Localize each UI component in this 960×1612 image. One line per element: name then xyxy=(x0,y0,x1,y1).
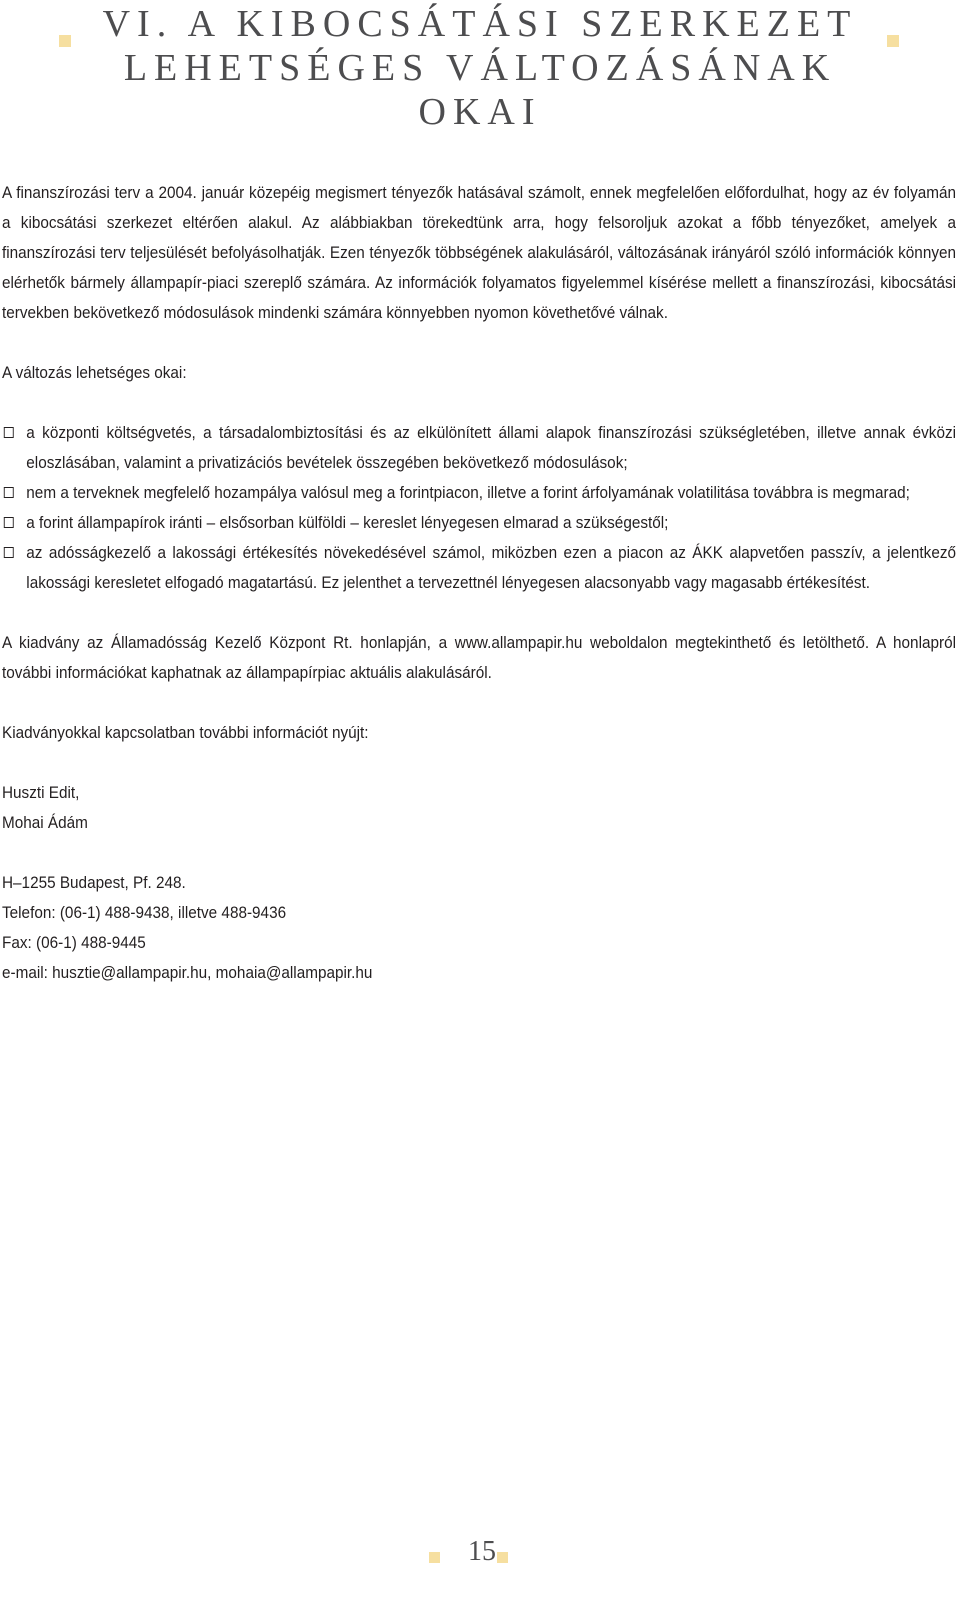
decorative-square-footer-left xyxy=(429,1552,440,1563)
chapter-title-line-2: LEHETSÉGES VÁLTOZÁSÁNAK OKAI xyxy=(123,47,837,133)
contact-name: Huszti Edit, xyxy=(2,783,80,802)
list-item-text: nem a terveknek megfelelő hozampálya valósul meg a forintpiacon, illetve a forint árfolyamának volatilitása továbbra is megmarad; xyxy=(26,483,910,502)
decorative-square-footer-right xyxy=(497,1552,508,1563)
intro-paragraph: A finanszírozási terv a 2004. január közepéig megismert tényezők hatásával számolt, ennek megfelelően előfordulhat, hogy az év folyamán a kibocsátási szerkezet eltérően alakul. Az alábbiakban törekedtünk arra, hogy felsoroljuk azokat a főbb tényezőket, amelyek a finanszírozási terv teljesülését befolyásolhatják. Ezen tényezők többségének alakulásáról, változásának irányáról szóló információk könnyen elérhetők bármely állampapír-piaci szereplő számára. Az információk folyamatos figyelemmel kísérése mellett a finanszírozási, kibocsátási tervekben bekövetkező módosulások mindenki számára könnyebben nyomon követhetővé válnak. xyxy=(2,183,956,322)
list-item-text: a forint állampapírok iránti – elsősorban külföldi – kereslet lényegesen elmarad a szükségestől; xyxy=(26,513,669,532)
reasons-heading: A változás lehetséges okai: xyxy=(2,363,187,382)
list-item xyxy=(2,508,956,538)
decorative-square-right xyxy=(887,35,899,47)
chapter-title xyxy=(100,2,860,134)
list-item-text: a központi költségvetés, a társadalombiztosítási és az elkülönített állami alapok finanszírozási szükségletében, illetve annak évközi eloszlásában, valamint a privatizációs bevételek összegében bekövetkező módosulások; xyxy=(26,423,957,472)
contact-intro: Kiadványokkal kapcsolatban további információt nyújt: xyxy=(2,723,369,742)
contact-phone: Telefon: (06-1) 488-9438, illetve 488-9436 xyxy=(2,903,287,922)
reasons-list xyxy=(2,418,956,598)
checkbox-square-icon xyxy=(4,487,14,498)
checkbox-square-icon xyxy=(4,547,14,558)
page-number: 15 xyxy=(468,1536,496,1567)
decorative-square-left xyxy=(59,35,71,47)
contact-email: e-mail: husztie@allampapir.hu, mohaia@allampapir.hu xyxy=(2,963,373,982)
checkbox-square-icon xyxy=(4,517,14,528)
list-item xyxy=(2,478,956,508)
contact-address: H–1255 Budapest, Pf. 248. xyxy=(2,873,186,892)
list-item-text: az adósságkezelő a lakossági értékesítés növekedésével számol, miközben ezen a piacon az ÁKK alapvetően passzív, a jelentkező lakossági keresletet elfogadó magatartású. Ez jelenthet a tervezettnél lényegesen alacsonyabb vagy magasabb értékesítést. xyxy=(26,543,957,592)
checkbox-square-icon xyxy=(4,427,14,438)
contact-name: Mohai Ádám xyxy=(2,813,88,832)
page-body xyxy=(2,178,956,988)
contact-fax: Fax: (06-1) 488-9445 xyxy=(2,933,146,952)
page-footer xyxy=(0,1532,960,1572)
publication-paragraph: A kiadvány az Államadósság Kezelő Központ Rt. honlapján, a www.allampapir.hu weboldalon megtekinthető és letölthető. A honlapról további információkat kaphatnak az állampapírpiac aktuális alakulásáról. xyxy=(2,633,956,682)
chapter-title-line-1: VI. A KIBOCSÁTÁSI SZERKEZET xyxy=(102,3,858,45)
list-item xyxy=(2,538,956,598)
page-header xyxy=(0,0,960,133)
list-item xyxy=(2,418,956,478)
